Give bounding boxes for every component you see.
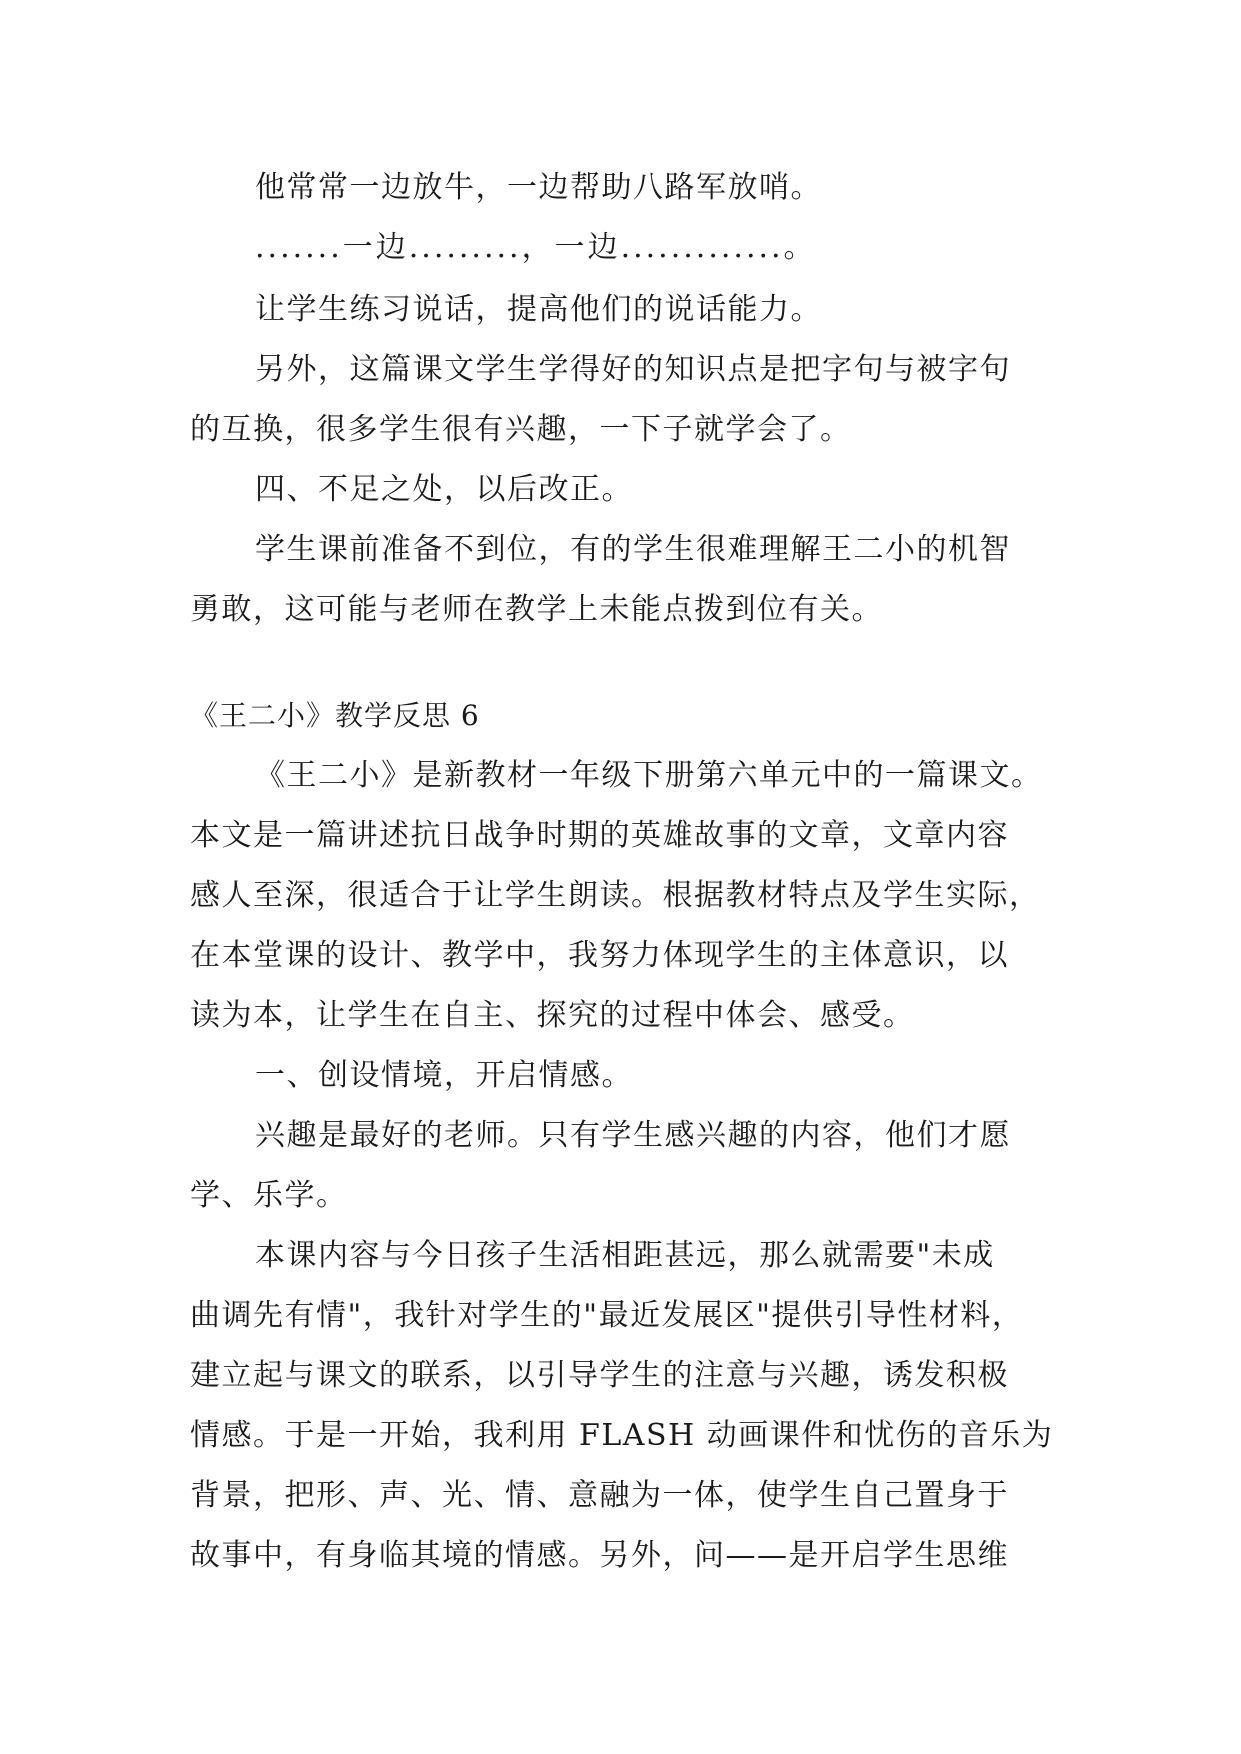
paragraph-line: 本课内容与今日孩子生活相距甚远，那么就需要"未成 [255, 1238, 995, 1273]
paragraph-line: 《王二小》是新教材一年级下册第六单元中的一篇课文。 [255, 758, 1043, 793]
paragraph-line: 本文是一篇讲述抗日战争时期的英雄故事的文章，文章内容 [190, 818, 1009, 853]
section-title: 《王二小》教学反思 6 [190, 699, 480, 732]
paragraph-line: 建立起与课文的联系，以引导学生的注意与兴趣，诱发积极 [190, 1358, 1009, 1393]
paragraph-line: 另外，这篇课文学生学得好的知识点是把字句与被字句 [255, 352, 1011, 387]
paragraph-line: 他常常一边放牛，一边帮助八路军放哨。 [255, 170, 822, 205]
paragraph-line: 四、不足之处，以后改正。 [255, 472, 633, 507]
paragraph-line: 让学生练习说话，提高他们的说话能力。 [255, 292, 822, 327]
paragraph-line: 故事中，有身临其境的情感。另外，问——是开启学生思维 [190, 1538, 1009, 1573]
paragraph-line: .......一边.........，一边.............。 [255, 230, 817, 265]
paragraph-line: 在本堂课的设计、教学中，我努力体现学生的主体意识，以 [190, 938, 1009, 973]
paragraph-line: 兴趣是最好的老师。只有学生感兴趣的内容，他们才愿 [255, 1118, 1011, 1153]
paragraph-line: 情感。于是一开始，我利用 FLASH 动画课件和忧伤的音乐为 [190, 1418, 1054, 1453]
paragraph-line: 学、乐学。 [190, 1178, 348, 1213]
paragraph-line: 感人至深，很适合于让学生朗读。根据教材特点及学生实际， [190, 878, 1041, 913]
paragraph-line: 一、创设情境，开启情感。 [255, 1058, 633, 1093]
paragraph-line: 的互换，很多学生很有兴趣，一下子就学会了。 [190, 412, 852, 447]
paragraph-line: 曲调先有情"，我针对学生的"最近发展区"提供引导性材料， [190, 1298, 1024, 1333]
paragraph-line: 读为本，让学生在自主、探究的过程中体会、感受。 [190, 998, 915, 1033]
paragraph-line: 学生课前准备不到位，有的学生很难理解王二小的机智 [255, 532, 1011, 567]
paragraph-line: 背景，把形、声、光、情、意融为一体，使学生自己置身于 [190, 1478, 1009, 1513]
paragraph-line: 勇敢，这可能与老师在教学上未能点拨到位有关。 [190, 592, 883, 627]
